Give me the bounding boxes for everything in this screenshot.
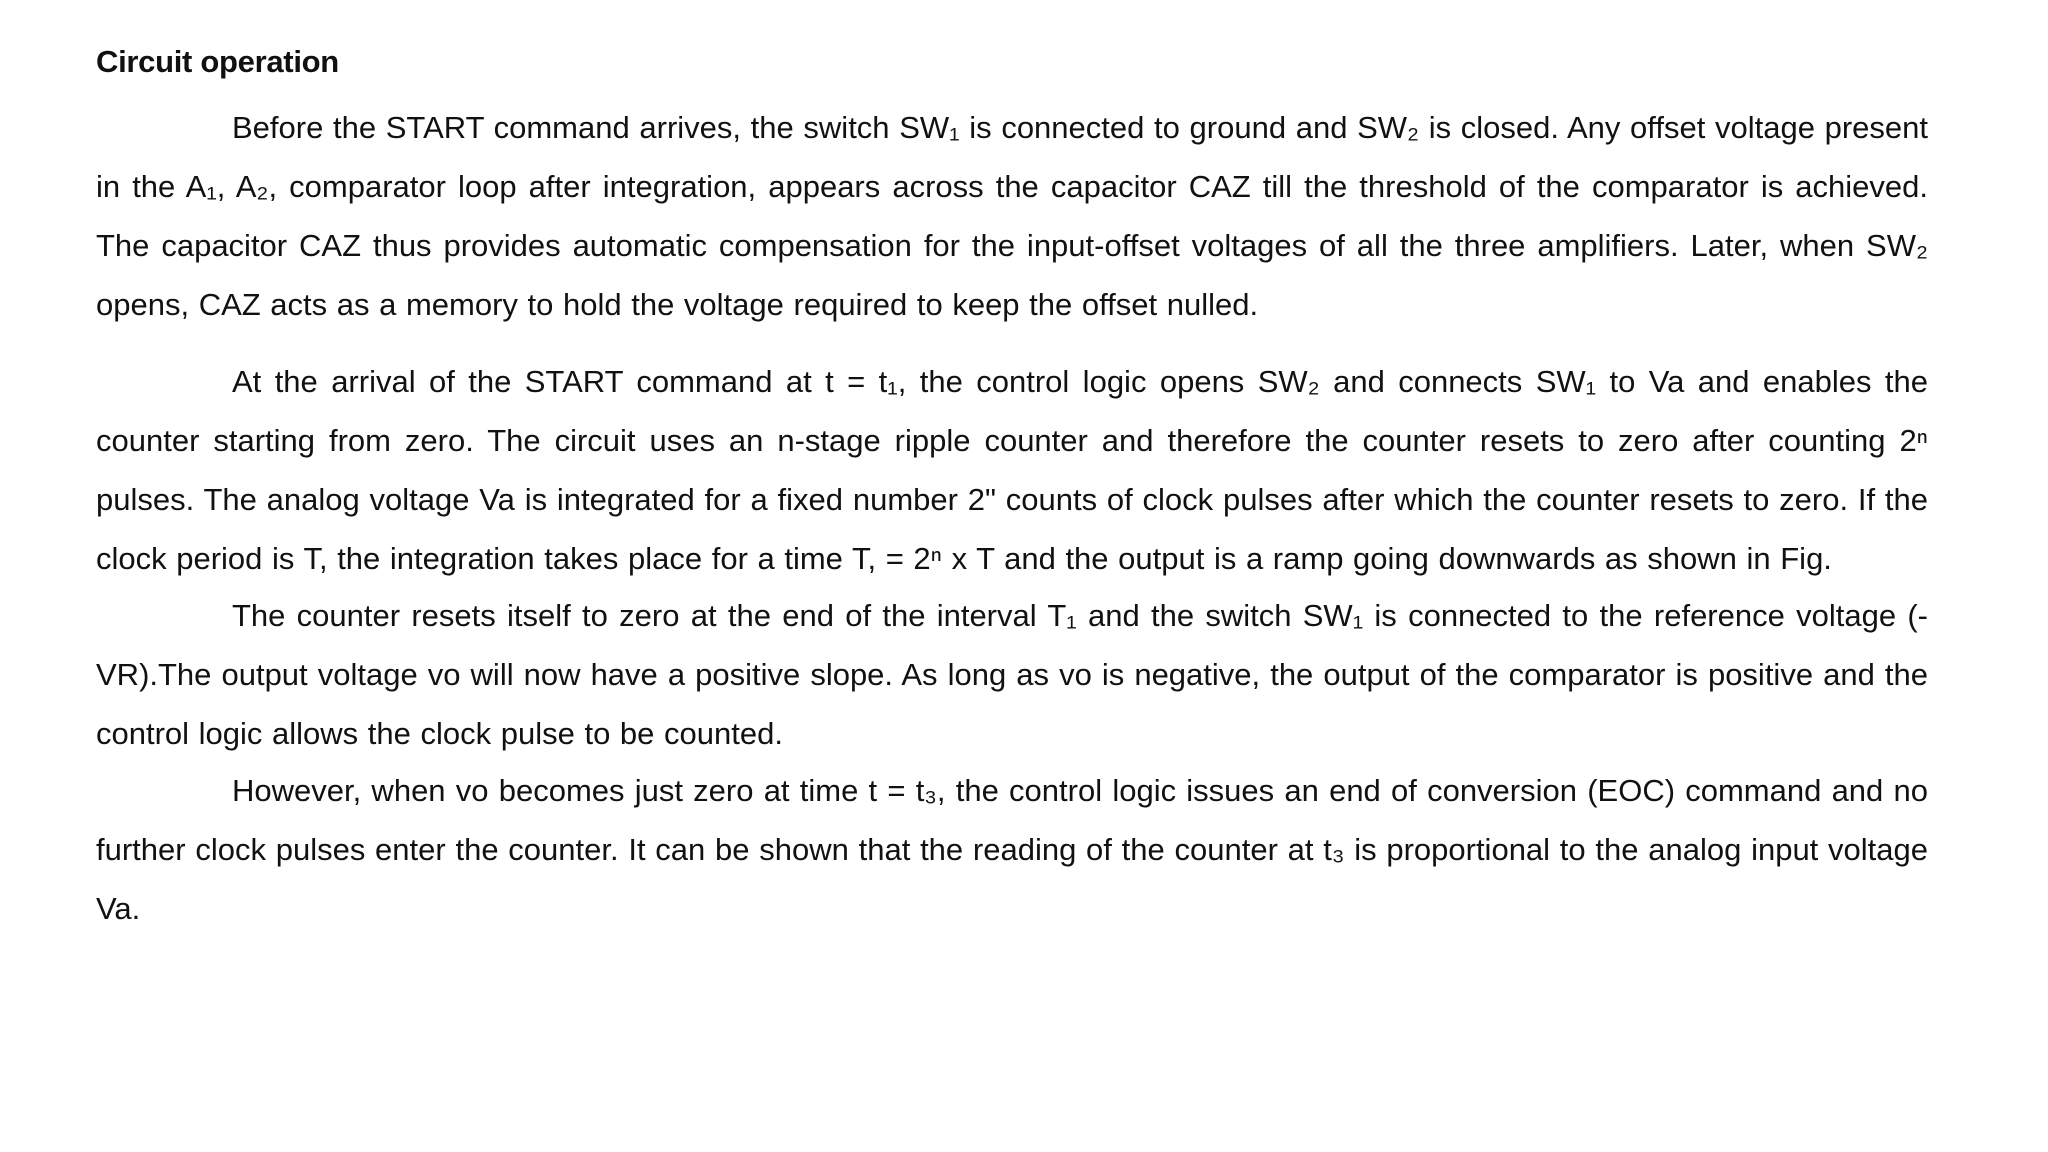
paragraph-3: The counter resets itself to zero at the end of the interval T₁ and the switch SW₁ is connected to the reference voltage (- VR).The output voltage vo will now have a positive slope. As long as vo is negative, the output of the comparator is positive and the control logic allows the clock pulse to be counted. xyxy=(96,598,1928,751)
paragraph-4: However, when vo becomes just zero at time t = t₃, the control logic issues an end of conversion (EOC) command and no further clock pulses enter the counter. It can be shown that the reading of the counter at t₃ is proportional to the analog input voltage Va. xyxy=(96,773,1928,926)
section-heading: Circuit operation xyxy=(96,44,339,79)
document-page xyxy=(96,40,1928,938)
paragraph-1: Before the START command arrives, the switch SW₁ is connected to ground and SW₂ is closed. Any offset voltage present in the A₁, A₂, comparator loop after integration, appears across the capacitor CAZ till the threshold of the comparator is achieved. The capacitor CAZ thus provides automatic compensation for the input-offset voltages of all the three amplifiers. Later, when SW₂ opens, CAZ acts as a memory to hold the voltage required to keep the offset nulled. xyxy=(96,110,1928,322)
paragraph-2: At the arrival of the START command at t = t₁, the control logic opens SW₂ and connects SW₁ to Va and enables the counter starting from zero. The circuit uses an n-stage ripple counter and therefore the counter resets to zero after counting 2ⁿ pulses. The analog voltage Va is integrated for a fixed number 2" counts of clock pulses after which the counter resets to zero. If the clock period is T, the integration takes place for a time T, = 2ⁿ x T and the output is a ramp going downwards as shown in Fig. xyxy=(96,364,1928,576)
